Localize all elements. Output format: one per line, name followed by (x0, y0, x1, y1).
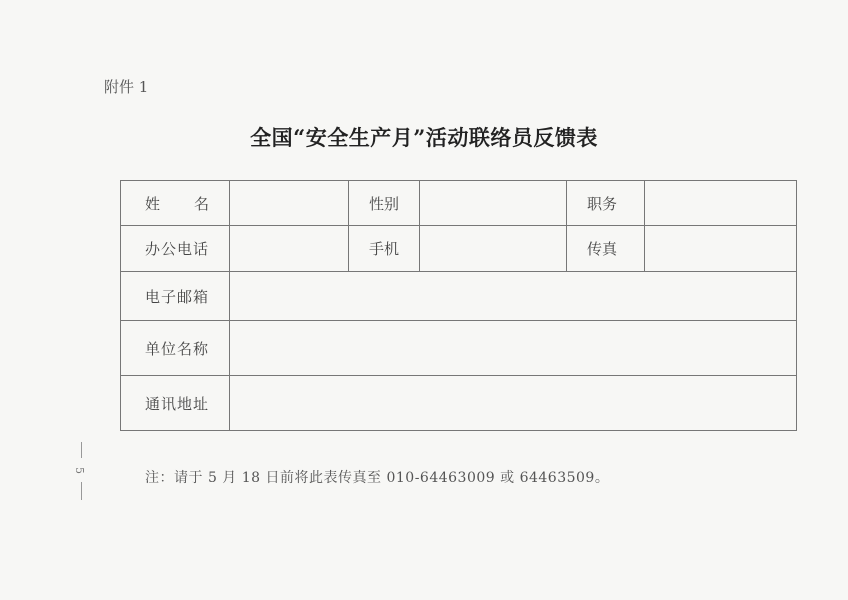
gender-label: 性别 (349, 181, 420, 226)
name-label-char-2: 名 (193, 194, 209, 213)
page-number: 5 (73, 467, 86, 474)
mobile-label: 手机 (349, 226, 420, 272)
gender-field[interactable] (420, 181, 567, 226)
fax-field[interactable] (645, 226, 797, 272)
name-field[interactable] (230, 181, 349, 226)
table-row (121, 376, 797, 431)
fax-label: 传真 (567, 226, 645, 272)
table-row (121, 272, 797, 321)
organization-label: 单位名称 (121, 321, 230, 376)
table-row (121, 226, 797, 272)
email-label: 电子邮箱 (121, 272, 230, 321)
position-field[interactable] (645, 181, 797, 226)
office-phone-field[interactable] (230, 226, 349, 272)
table-row (121, 181, 797, 226)
position-label: 职务 (567, 181, 645, 226)
name-label-cell (121, 181, 230, 226)
document-title: 全国“安全生产月”活动联络员反馈表 (250, 125, 598, 150)
office-phone-label: 办公电话 (121, 226, 230, 272)
organization-field[interactable] (230, 321, 797, 376)
feedback-form-table (120, 180, 797, 431)
page-number-divider-bottom (81, 482, 82, 500)
email-field[interactable] (230, 272, 797, 321)
submission-note: 注：请于 5 月 18 日前将此表传真至 010-64463009 或 64463509。 (145, 470, 610, 486)
name-label (145, 193, 209, 214)
attachment-label: 附件 1 (104, 78, 149, 96)
address-field[interactable] (230, 376, 797, 431)
name-label-char-1: 姓 (145, 194, 161, 213)
page-number-divider-top (81, 442, 82, 458)
mobile-field[interactable] (420, 226, 567, 272)
table-row (121, 321, 797, 376)
page-number-marker (72, 442, 92, 502)
address-label: 通讯地址 (121, 376, 230, 431)
